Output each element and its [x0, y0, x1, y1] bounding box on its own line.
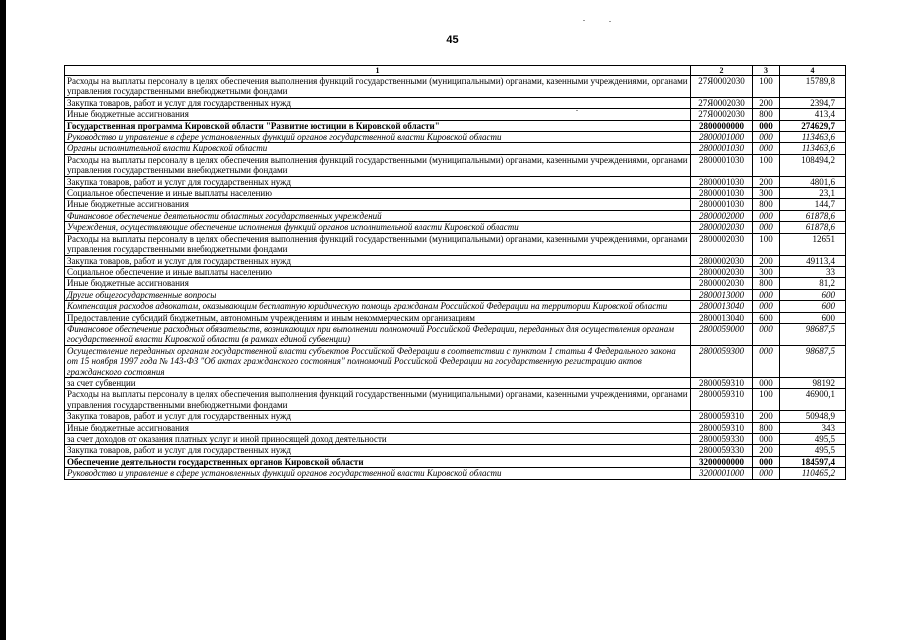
budget-table: [64, 65, 846, 480]
row-expense-type-cell: 100: [753, 233, 780, 255]
row-name-cell: Расходы на выплаты персоналу в целях обеспечения выполнения функций государственными (муниципальными) органами, казенными учреждениями, органами управления государственными внебюджетными фондами: [65, 154, 691, 176]
table-row: [65, 199, 846, 210]
row-code-cell: 2800000000: [691, 120, 753, 131]
table-row: [65, 468, 846, 479]
row-code-cell: 2800059310: [691, 411, 753, 422]
table-row: [65, 97, 846, 108]
row-expense-type-cell: 000: [753, 323, 780, 345]
row-amount-cell: 61878,6: [780, 222, 846, 233]
row-name-cell: Руководство и управление в сфере установленных функций органов государственной власти Кировской области: [65, 468, 691, 479]
row-amount-cell: 600: [780, 312, 846, 323]
row-name-cell: Закупка товаров, работ и услуг для государственных нужд: [65, 97, 691, 108]
row-amount-cell: 600: [780, 301, 846, 312]
row-name-cell: Социальное обеспечение и иные выплаты населению: [65, 266, 691, 277]
row-name-cell: Иные бюджетные ассигнования: [65, 199, 691, 210]
row-code-cell: 27Я0002030: [691, 97, 753, 108]
row-amount-cell: 49113,4: [780, 255, 846, 266]
row-name-cell: за счет субвенции: [65, 377, 691, 388]
row-code-cell: 2800002030: [691, 278, 753, 289]
row-amount-cell: 98192: [780, 377, 846, 388]
row-amount-cell: 108494,2: [780, 154, 846, 176]
table-row: [65, 76, 846, 98]
table-row: [65, 109, 846, 120]
row-expense-type-cell: 800: [753, 278, 780, 289]
row-code-cell: 27Я0002030: [691, 76, 753, 98]
row-code-cell: 2800013040: [691, 312, 753, 323]
row-expense-type-cell: 000: [753, 301, 780, 312]
table-row: [65, 422, 846, 433]
table-row: [65, 132, 846, 143]
row-name-cell: Расходы на выплаты персоналу в целях обеспечения выполнения функций государственными (муниципальными) органами, казенными учреждениями, органами управления государственными внебюджетными фондами: [65, 76, 691, 98]
row-expense-type-cell: 300: [753, 188, 780, 199]
row-code-cell: 2800013000: [691, 289, 753, 300]
table-row: [65, 434, 846, 445]
row-name-cell: Учреждения, осуществляющие обеспечение исполнения функций органов исполнительной власти Кировской области: [65, 222, 691, 233]
row-code-cell: 2800001030: [691, 199, 753, 210]
row-expense-type-cell: 800: [753, 109, 780, 120]
row-amount-cell: 12651: [780, 233, 846, 255]
row-name-cell: Финансовое обеспечение деятельности областных государственных учреждений: [65, 210, 691, 221]
table-row: [65, 312, 846, 323]
header-col-2: 2: [691, 66, 753, 76]
row-amount-cell: 61878,6: [780, 210, 846, 221]
row-code-cell: 2800001030: [691, 154, 753, 176]
row-expense-type-cell: 100: [753, 389, 780, 411]
table-row: [65, 210, 846, 221]
row-expense-type-cell: 200: [753, 176, 780, 187]
table-body: [65, 76, 846, 480]
table-row: [65, 377, 846, 388]
row-amount-cell: 113463,6: [780, 143, 846, 154]
row-amount-cell: 46900,1: [780, 389, 846, 411]
row-amount-cell: 274629,7: [780, 120, 846, 131]
row-expense-type-cell: 000: [753, 468, 780, 479]
row-code-cell: 2800059330: [691, 445, 753, 456]
header-col-3: 3: [753, 66, 780, 76]
row-name-cell: Иные бюджетные ассигнования: [65, 422, 691, 433]
row-name-cell: Компенсация расходов адвокатам, оказывающим бесплатную юридическую помощь гражданам Российской Федерации на территории Кировской области: [65, 301, 691, 312]
row-expense-type-cell: 000: [753, 143, 780, 154]
row-amount-cell: 4801,6: [780, 176, 846, 187]
table-row: [65, 120, 846, 131]
row-name-cell: Социальное обеспечение и иные выплаты населению: [65, 188, 691, 199]
row-name-cell: Расходы на выплаты персоналу в целях обеспечения выполнения функций государственными (муниципальными) органами, казенными учреждениями, органами управления государственными внебюджетными фондами: [65, 389, 691, 411]
row-expense-type-cell: 000: [753, 434, 780, 445]
row-expense-type-cell: 000: [753, 456, 780, 467]
row-code-cell: 2800001000: [691, 132, 753, 143]
row-code-cell: 2800059330: [691, 434, 753, 445]
row-code-cell: 2800002030: [691, 255, 753, 266]
table-row: [65, 389, 846, 411]
row-code-cell: 2800059310: [691, 377, 753, 388]
row-expense-type-cell: 200: [753, 445, 780, 456]
row-name-cell: Руководство и управление в сфере установленных функций органов государственной власти Кировской области: [65, 132, 691, 143]
row-amount-cell: 144,7: [780, 199, 846, 210]
table-row: [65, 323, 846, 345]
row-name-cell: Обеспечение деятельности государственных органов Кировской области: [65, 456, 691, 467]
table-row: [65, 143, 846, 154]
row-amount-cell: 184597,4: [780, 456, 846, 467]
table-row: [65, 301, 846, 312]
row-code-cell: 3200000000: [691, 456, 753, 467]
row-expense-type-cell: 300: [753, 266, 780, 277]
row-code-cell: 2800001030: [691, 143, 753, 154]
row-amount-cell: 23,1: [780, 188, 846, 199]
row-code-cell: 2800001030: [691, 188, 753, 199]
row-expense-type-cell: 200: [753, 255, 780, 266]
scan-edge-bar: [0, 0, 6, 640]
row-code-cell: 2800059310: [691, 422, 753, 433]
row-amount-cell: 2394,7: [780, 97, 846, 108]
header-col-1: 1: [65, 66, 691, 76]
row-name-cell: Государственная программа Кировской области "Развитие юстиции в Кировской области": [65, 120, 691, 131]
row-code-cell: 2800059300: [691, 345, 753, 377]
table-row: [65, 345, 846, 377]
row-name-cell: Финансовое обеспечение расходных обязательств, возникающих при выполнении полномочий Российской Федерации, переданных для осуществления органам государственной власти Кировской области (в рамках единой субвенции): [65, 323, 691, 345]
row-expense-type-cell: 100: [753, 154, 780, 176]
row-amount-cell: 343: [780, 422, 846, 433]
row-name-cell: Закупка товаров, работ и услуг для государственных нужд: [65, 176, 691, 187]
row-expense-type-cell: 000: [753, 132, 780, 143]
table-row: [65, 154, 846, 176]
row-code-cell: 27Я0002030: [691, 109, 753, 120]
table-row: [65, 278, 846, 289]
row-name-cell: Другие общегосударственные вопросы: [65, 289, 691, 300]
table-row: [65, 266, 846, 277]
row-amount-cell: 81,2: [780, 278, 846, 289]
header-col-4: 4: [780, 66, 846, 76]
row-expense-type-cell: 600: [753, 312, 780, 323]
row-amount-cell: 98687,5: [780, 323, 846, 345]
scan-speck: [583, 20, 585, 21]
row-expense-type-cell: 000: [753, 289, 780, 300]
row-code-cell: 2800002030: [691, 266, 753, 277]
row-amount-cell: 413,4: [780, 109, 846, 120]
table-row: [65, 222, 846, 233]
row-amount-cell: 15789,8: [780, 76, 846, 98]
row-code-cell: 2800059000: [691, 323, 753, 345]
row-code-cell: 3200001000: [691, 468, 753, 479]
table-row: [65, 233, 846, 255]
row-amount-cell: 495,5: [780, 434, 846, 445]
scan-speck: [609, 21, 611, 22]
row-expense-type-cell: 000: [753, 210, 780, 221]
row-expense-type-cell: 800: [753, 199, 780, 210]
row-code-cell: 2800059310: [691, 389, 753, 411]
row-name-cell: Предоставление субсидий бюджетным, автономным учреждениям и иным некоммерческим организациям: [65, 312, 691, 323]
row-code-cell: 2800002000: [691, 210, 753, 221]
row-name-cell: Закупка товаров, работ и услуг для государственных нужд: [65, 445, 691, 456]
row-expense-type-cell: 200: [753, 411, 780, 422]
row-name-cell: за счет доходов от оказания платных услуг и иной приносящей доход деятельности: [65, 434, 691, 445]
row-code-cell: 2800002030: [691, 233, 753, 255]
table-row: [65, 411, 846, 422]
row-name-cell: Органы исполнительной власти Кировской области: [65, 143, 691, 154]
table-row: [65, 176, 846, 187]
row-amount-cell: 110465,2: [780, 468, 846, 479]
row-name-cell: Закупка товаров, работ и услуг для государственных нужд: [65, 255, 691, 266]
row-expense-type-cell: 100: [753, 76, 780, 98]
row-expense-type-cell: 000: [753, 120, 780, 131]
row-expense-type-cell: 000: [753, 222, 780, 233]
table-row: [65, 456, 846, 467]
row-expense-type-cell: 200: [753, 97, 780, 108]
row-amount-cell: 33: [780, 266, 846, 277]
table-row: [65, 445, 846, 456]
row-expense-type-cell: 000: [753, 345, 780, 377]
row-name-cell: Иные бюджетные ассигнования: [65, 109, 691, 120]
row-amount-cell: 98687,5: [780, 345, 846, 377]
row-code-cell: 2800013040: [691, 301, 753, 312]
page-number: 45: [446, 34, 459, 46]
row-code-cell: 2800001030: [691, 176, 753, 187]
row-code-cell: 2800002030: [691, 222, 753, 233]
table-row: [65, 289, 846, 300]
row-expense-type-cell: 800: [753, 422, 780, 433]
row-name-cell: Осуществление переданных органам государственной власти субъектов Российской Федерации в соответствии с пунктом 1 статьи 4 Федерального закона от 15 ноября 1997 года № 143-ФЗ "Об актах гражданского состояния" полномочий Российской Федерации на государственную регистрацию актов гражданского состояния: [65, 345, 691, 377]
row-amount-cell: 113463,6: [780, 132, 846, 143]
row-amount-cell: 600: [780, 289, 846, 300]
row-amount-cell: 495,5: [780, 445, 846, 456]
table-header-row: [65, 66, 846, 76]
table-row: [65, 188, 846, 199]
row-name-cell: Расходы на выплаты персоналу в целях обеспечения выполнения функций государственными (муниципальными) органами, казенными учреждениями, органами управления государственными внебюджетными фондами: [65, 233, 691, 255]
row-amount-cell: 50948,9: [780, 411, 846, 422]
row-name-cell: Закупка товаров, работ и услуг для государственных нужд: [65, 411, 691, 422]
row-name-cell: Иные бюджетные ассигнования: [65, 278, 691, 289]
row-expense-type-cell: 000: [753, 377, 780, 388]
table-row: [65, 255, 846, 266]
